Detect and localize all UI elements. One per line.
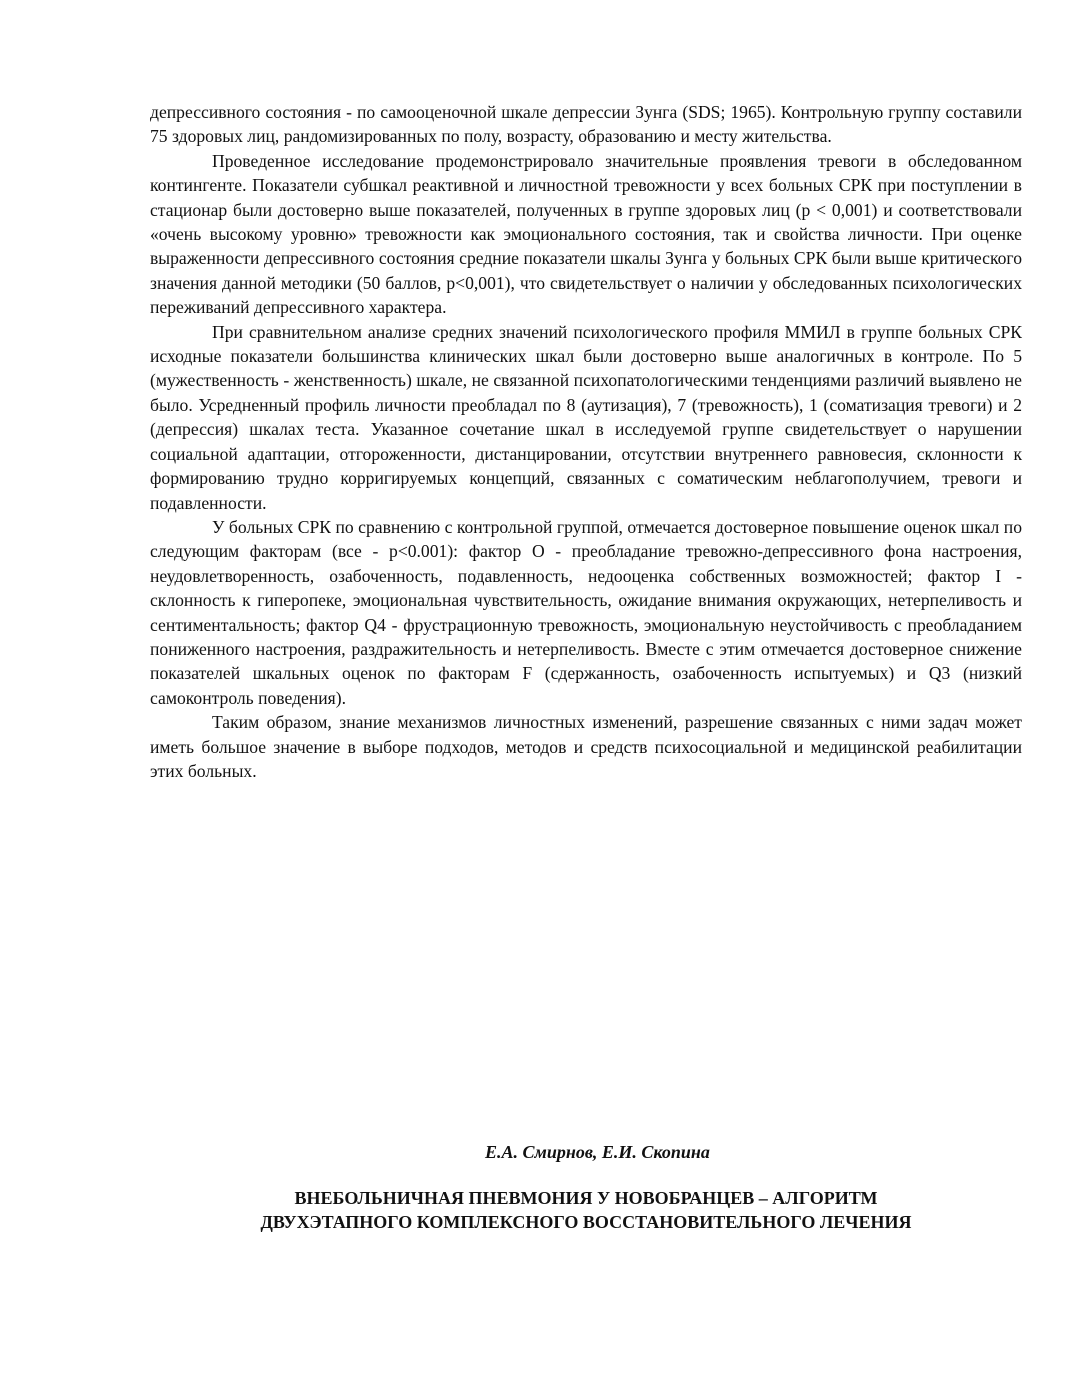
article-title-line-1: ВНЕБОЛЬНИЧНАЯ ПНЕВМОНИЯ У НОВОБРАНЦЕВ – АЛГОРИТМ (294, 1188, 878, 1208)
paragraph-anxiety-findings: Проведенное исследование продемонстрировало значительные проявления тревоги в обследованном контингенте. Показатели субшкал реактивной и личностной тревожности у всех больных СРК при поступлении в стационар были достоверно выше показателей, полученных в группе здоровых лиц (р < 0,001) и соответствовали «очень высокому уровню» тревожности как эмоционального состояния, так и свойства личности. При оценке выраженности депрессивного состояния средние показатели шкалы Зунга у больных СРК были выше критического значения данной методики (50 баллов, р<0,001), что свидетельствует о наличии у обследованных психологических переживаний депрессивного характера. (150, 150, 1022, 318)
document-body (150, 100, 1022, 783)
article-title-line-2: ДВУХЭТАПНОГО КОМПЛЕКСНОГО ВОССТАНОВИТЕЛЬНОГО ЛЕЧЕНИЯ (260, 1212, 912, 1232)
paragraph-mmil-profile: При сравнительном анализе средних значений психологического профиля ММИЛ в группе больных СРК исходные показатели большинства клинических шкал были достоверно выше аналогичных в контроле. По 5 (мужественность - женственность) шкале, не связанной психопатологическими тенденциями различий выявлено не было. Усредненный профиль личности преобладал по 8 (аутизация), 7 (тревожность), 1 (соматизация тревоги) и 2 (депрессия) шкалах теста. Указанное сочетание шкал в исследуемой группе свидетельствует о нарушении социальной адаптации, отгороженности, дистанцировании, отсутствии внутреннего равновесия, склонности к формированию трудно корригируемых концепций, связанных с соматическим неблагополучием, тревоги и подавленности. (150, 321, 1022, 513)
article-title (150, 1186, 1022, 1234)
paragraph-continuation: депрессивного состояния - по самооценочной шкале депрессии Зунга (SDS; 1965). Контрольную группу составили 75 здоровых лиц, рандомизированных по полу, возрасту, образованию и месту жительства. (150, 102, 1022, 147)
paragraph-conclusion: Таким образом, знание механизмов личностных изменений, разрешение связанных с ними задач может иметь большое значение в выборе подходов, методов и средств психосоциальной и медицинской реабилитации этих больных. (150, 712, 1022, 781)
article-authors: Е.А. Смирнов, Е.И. Скопина (485, 1142, 710, 1162)
paragraph-factor-analysis: У больных СРК по сравнению с контрольной группой, отмечается достоверное повышение оценок шкал по следующим факторам (все - р<0.001): фактор О - преобладание тревожно-депрессивного фона настроения, неудовлетворенность, озабоченность, подавленность, недооценка собственных возможностей; фактор I - склонность к гиперопеке, эмоциональная чувствительность, ожидание внимания окружающих, нетерпеливость и сентиментальность; фактор Q4 - фрустрационную тревожность, эмоциональную неустойчивость с преобладанием пониженного настроения, раздражительность и нетерпеливость. Вместе с этим отмечается достоверное снижение показателей шкальных оценок по факторам F (сдержанность, озабоченность испытуемых) и Q3 (низкий самоконтроль поведения). (150, 516, 1022, 708)
